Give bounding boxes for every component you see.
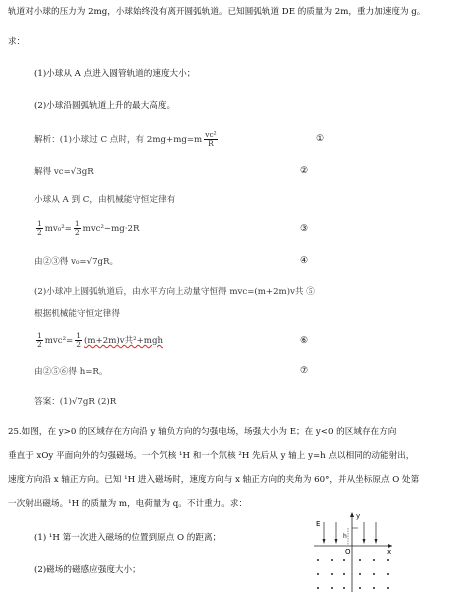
field-dot: [387, 587, 389, 589]
field-dot: [331, 573, 333, 575]
text-line: 求：: [8, 37, 26, 47]
solution-step-3: 小球从 A 到 C，由机械能守恒定律有: [34, 195, 176, 205]
y-axis-arrow-icon: [350, 512, 354, 517]
field-dot: [387, 559, 389, 561]
solution-step-5: 由②③得 v₀=√7gR。: [34, 257, 119, 267]
fraction: [36, 332, 43, 349]
solution-step-7: 根据机械能守恒定律得: [34, 309, 120, 319]
field-arrow-icon: [363, 539, 366, 544]
field-dot: [359, 587, 361, 589]
equation-text: (m+2m)v共²+mgh: [84, 336, 163, 346]
problem-25-line: 一次射出磁场。¹H 的质量为 m，电荷量为 q。不计重力。求：: [8, 499, 248, 509]
numerator: 1: [37, 219, 42, 228]
label-e: E: [316, 520, 321, 528]
equation-number: ③: [300, 224, 309, 234]
equation-number: ⑥: [300, 336, 309, 346]
field-dot: [343, 587, 345, 589]
solution-step-4: [34, 218, 139, 240]
numerator: 1: [74, 219, 80, 228]
question-25-1: (1) ¹H 第一次进入磁场的位置到原点 O 的距离；: [34, 533, 222, 543]
text-line: 轨道对小球的压力为 2mg，小球始终没有离开圆弧轨道。已知圆弧轨道 DE 的质量为 2m，重力加速度为 g。: [8, 7, 426, 17]
equation-text: mvc²=: [44, 336, 74, 346]
numerator: 1: [76, 331, 82, 340]
field-dot: [331, 587, 333, 589]
field-dot: [373, 559, 375, 561]
field-dot: [387, 573, 389, 575]
field-dot: [331, 559, 333, 561]
field-dot: [373, 573, 375, 575]
question-2: (2)小球沿圆弧轨道上升的最大高度。: [34, 101, 176, 111]
label-y: y: [356, 512, 361, 520]
field-dot: [343, 573, 345, 575]
fraction: [75, 332, 82, 349]
label-o: O: [345, 548, 351, 556]
question-25-2: (2)磁场的磁感应强度大小；: [34, 565, 141, 575]
problem-25-line: 垂直于 xOy 平面向外的匀强磁场。一个氕核 ¹H 和一个氘核 ²H 先后从 y 轴上 y=h 点以相同的动能射出，: [8, 451, 415, 461]
problem-25-line: 25.如图，在 y>0 的区域存在方向沿 y 轴负方向的匀强电场，场强大小为 E；在 y<0 的区域存在方向: [8, 427, 397, 437]
fraction: [204, 131, 217, 148]
magnetic-field-dots: [317, 559, 389, 589]
label-h: h: [343, 533, 347, 540]
equation-number: ②: [300, 166, 309, 176]
field-arrow-icon: [323, 539, 326, 544]
fraction: [36, 220, 43, 237]
fraction: [74, 220, 81, 237]
label-x: x: [387, 548, 392, 556]
field-arrow-icon: [335, 539, 338, 544]
equation-number: ①: [316, 134, 325, 144]
denominator: 2: [37, 228, 42, 237]
solution-step-1: [34, 130, 220, 150]
solution-step-6: (2)小球冲上圆弧轨道后，由水平方向上动量守恒得 mvc=(m+2m)v共 ⑤: [34, 287, 315, 297]
denominator: 2: [74, 228, 80, 237]
field-arrow-icon: [375, 539, 378, 544]
denominator: R: [208, 139, 214, 148]
field-dot: [373, 587, 375, 589]
equation-number: ④: [300, 256, 309, 266]
field-dot: [317, 559, 319, 561]
equation-text: mvc²−mg·2R: [82, 224, 140, 234]
field-dot: [359, 573, 361, 575]
denominator: 2: [37, 340, 42, 349]
equation-text: 解析：(1)小球过 C 点时，有 2mg+mg=m: [34, 135, 203, 145]
field-dot: [317, 573, 319, 575]
field-dot: [359, 559, 361, 561]
equation-number: ⑦: [300, 366, 309, 376]
denominator: 2: [76, 340, 82, 349]
equation-text: mv₀²=: [44, 224, 72, 234]
field-dot: [317, 587, 319, 589]
question-1: (1)小球从 A 点进入圆管轨道的速度大小；: [34, 69, 196, 79]
field-diagram: [304, 508, 396, 594]
solution-step-2: 解得 vc=√3gR: [34, 167, 94, 177]
solution-step-9: 由②⑤⑥得 h=R。: [34, 367, 108, 377]
field-dot: [343, 559, 345, 561]
numerator: vc²: [205, 130, 217, 139]
problem-25-line: 速度方向沿 x 轴正方向。已知 ¹H 进入磁场时，速度方向与 x 轴正方向的夹角为 60°，并从坐标原点 O 处第: [8, 475, 420, 485]
solution-step-8: [34, 330, 163, 352]
answer: 答案：(1)√7gR (2)R: [34, 397, 117, 407]
numerator: 1: [37, 331, 42, 340]
